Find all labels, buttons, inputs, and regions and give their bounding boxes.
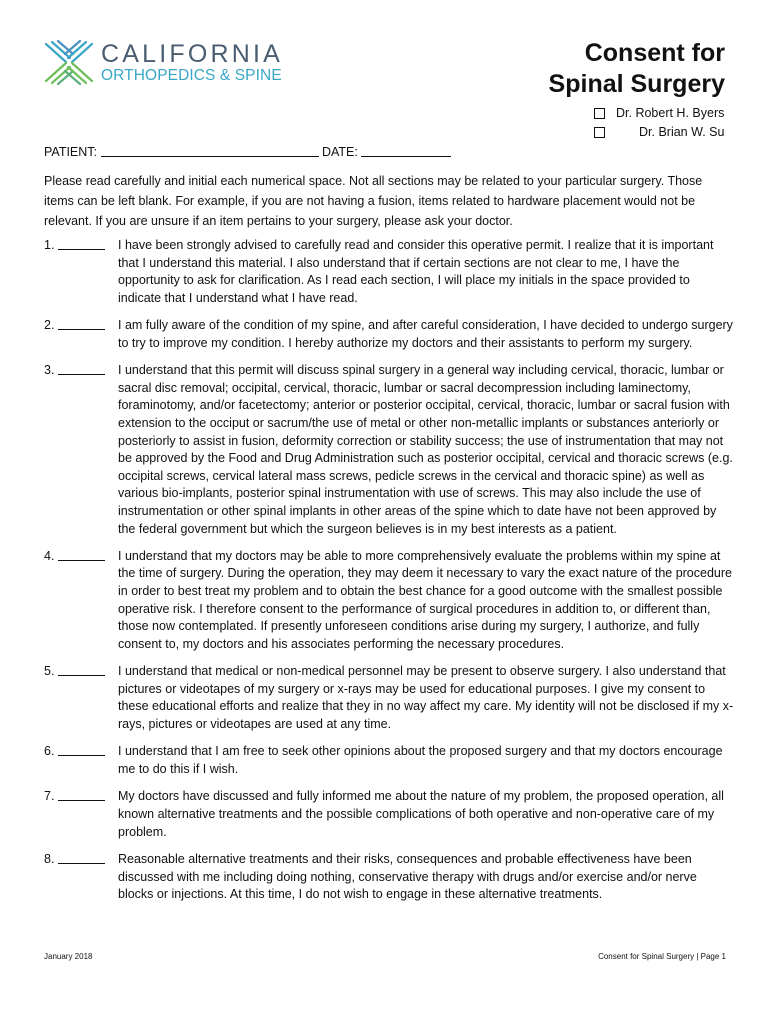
initials-field[interactable]: [58, 664, 105, 676]
item-text: I have been strongly advised to carefully read and consider this operative permit. I realize that it is important that I understand this material. I also understand that if certain sections are not clear to me, I have the opportunity to ask for clarification. As I read each section, I will place my initials in the space provided to indicate that I understand what I have read.: [118, 238, 714, 305]
consent-item-6: [44, 743, 734, 778]
consent-item-7: [44, 788, 734, 841]
doctor-checkbox[interactable]: [594, 127, 605, 138]
title-line2: Spinal Surgery: [548, 70, 725, 98]
logo-mark-icon: [44, 40, 94, 85]
item-number: 1.: [44, 238, 55, 252]
initials-field[interactable]: [58, 238, 105, 250]
initials-field[interactable]: [58, 549, 105, 561]
patient-date-line: [44, 144, 451, 159]
item-number: 2.: [44, 318, 55, 333]
consent-items: [44, 237, 734, 914]
consent-item-1: [44, 237, 734, 307]
item-text: My doctors have discussed and fully informed me about the nature of my problem, the proposed operation, all known alternative treatments and the possible complications of both operative and non-operative care of my problem.: [118, 789, 724, 839]
item-text: I understand that this permit will discuss spinal surgery in a general way including cervical, thoracic, lumbar or sacral disc removal; occipital, cervical, thoracic, lumbar or sacral decompression including laminectomy, foraminotomy, and/or facetectomy; anterior or posterior occipital, cervical, thoracic, lumbar or sacral fusion with extension to the occiput or sacrum/the use of metal or other non-metallic implants or substances anteriorly or posteriorly to assist in fusion, deformity correction or stability success; the use of instrumentation that may not be approved by the Food and Drug Administration such as posterior occipital, cervical and thoracic screws (e.g. occipital screws, cervical lateral mass screws, pedicle screws in the cervical and thoracic spine) as well as various bio-implants, posterior spinal instrumentation with use of screws. This may also include the use of instrumentation or other spinal implants in other areas of the spine which to date have not been approved by the federal government but which the surgeon believes is in my best interests as a patient.: [118, 363, 733, 536]
consent-item-4: [44, 548, 734, 654]
date-field[interactable]: [361, 144, 451, 157]
item-text: I understand that I am free to seek other opinions about the proposed surgery and that my doctors encourage me to do this if I wish.: [118, 744, 723, 777]
item-number: 3.: [44, 363, 55, 378]
item-text: I am fully aware of the condition of my spine, and after careful consideration, I have decided to undergo surgery to try to improve my condition. I hereby authorize my doctors and their assistants to perform my surgery.: [118, 318, 733, 350]
consent-item-8: [44, 851, 734, 904]
date-label: DATE:: [321, 145, 358, 159]
initials-field[interactable]: [58, 363, 105, 375]
doctor-name: Dr. Robert H. Byers: [616, 106, 725, 120]
initials-field[interactable]: [58, 318, 105, 330]
doctor-name: Dr. Brian W. Su: [639, 125, 725, 139]
consent-item-5: [44, 663, 734, 733]
item-number: 8.: [44, 851, 55, 866]
footer-page-info: Consent for Spinal Surgery | Page 1: [598, 952, 726, 961]
item-text: I understand that medical or non-medical personnel may be present to observe surgery. I also understand that pictures or videotapes of my surgery or x-rays may be used for educational purposes. I give my consent to these educational efforts and realize that they in no way affect my care. My identity will not be disclosed if my x-rays, pictures or videotapes are used at any time.: [118, 664, 734, 732]
logo-line1: CALIFORNIA: [101, 40, 284, 68]
consent-item-3: [44, 362, 734, 538]
patient-label: PATIENT:: [44, 145, 98, 159]
document-title: [549, 38, 725, 100]
item-number: 7.: [44, 789, 55, 804]
initials-field[interactable]: [58, 744, 105, 756]
initials-field[interactable]: [58, 852, 105, 864]
doctor-checkbox[interactable]: [594, 108, 605, 119]
item-number: 6.: [44, 744, 55, 759]
footer-date: January 2018: [44, 952, 93, 961]
consent-item-2: [44, 317, 734, 352]
item-text: I understand that my doctors may be able to more comprehensively evaluate the problems within my spine at the time of surgery. During the operation, they may deem it necessary to vary the exact nature of the procedure in order to best treat my problem and to obtain the best chance for a good outcome with the smallest possible operative risk. I therefore consent to the performance of surgical procedures in addition to, or different than, those now contemplated. If presently unforeseen conditions arise during my surgery, I authorize, and fully consent to, my doctors and his associates performing the necessary procedures.: [118, 548, 732, 651]
company-logo: [44, 40, 304, 85]
logo-line2: ORTHOPEDICS & SPINE: [101, 67, 282, 84]
patient-name-field[interactable]: [101, 144, 319, 157]
item-number: 4.: [44, 548, 55, 563]
initials-field[interactable]: [58, 789, 105, 801]
intro-paragraph: Please read carefully and initial each numerical space. Not all sections may be related to your particular surgery. Those items can be left blank. For example, if you are not having a fusion, items related to hardware placement would not be relevant. If you are unsure if an item pertains to your surgery, please ask your doctor.: [44, 174, 703, 228]
title-line1: Consent for: [584, 39, 725, 67]
item-text: Reasonable alternative treatments and their risks, consequences and probable effectiveness have been discussed with me including doing nothing, conservative therapy with drugs and/or exercise and/or nerve blocks or injections. At this time, I do not wish to engage in these alternative treatments.: [118, 851, 697, 902]
item-number: 5.: [44, 664, 55, 679]
